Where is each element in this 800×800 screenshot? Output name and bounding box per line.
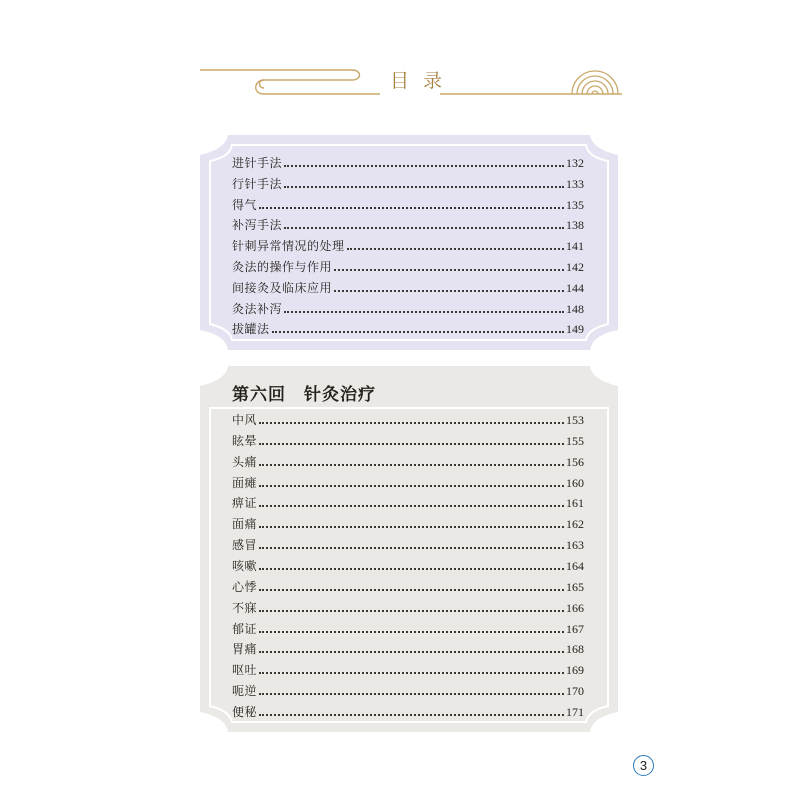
toc-entry[interactable] (232, 574, 584, 594)
toc-entry-page: 144 (566, 280, 584, 295)
toc-entry-label: 呕吐 (232, 663, 258, 678)
toc-entry-page: 169 (566, 663, 584, 678)
toc-entry-page: 132 (566, 156, 584, 170)
toc-entry-label: 补泻手法 (232, 218, 283, 233)
toc-entry-page: 163 (566, 538, 584, 553)
toc-entry[interactable] (232, 511, 584, 531)
dot-leader (272, 331, 564, 333)
toc-entry[interactable] (232, 407, 584, 427)
toc-section-2 (200, 366, 618, 732)
dot-leader (334, 290, 564, 292)
toc-entry-label: 胃痛 (232, 642, 258, 657)
toc-entry[interactable] (232, 254, 584, 274)
toc-entry-page: 162 (566, 517, 584, 532)
toc-entry-page: 148 (566, 301, 584, 316)
toc-entry-page: 135 (566, 197, 584, 212)
dot-leader (284, 311, 564, 313)
toc-entry-label: 呃逆 (232, 684, 258, 699)
toc-entry-page: 141 (566, 239, 584, 254)
toc-entry-page: 168 (566, 642, 584, 657)
toc-entry-page: 170 (566, 684, 584, 699)
toc-entry[interactable] (232, 636, 584, 656)
toc-entry[interactable] (232, 616, 584, 636)
dot-leader (259, 422, 564, 424)
toc-entry[interactable] (232, 449, 584, 469)
toc-entry[interactable] (232, 275, 584, 295)
toc-entry-page: 161 (566, 496, 584, 511)
toc-entry-label: 灸法的操作与作用 (232, 260, 333, 274)
toc-entry-page: 160 (566, 475, 584, 490)
wave-motif-icon (572, 71, 618, 94)
toc-entry-page: 155 (566, 433, 584, 448)
toc-entry[interactable] (232, 212, 584, 232)
dot-leader (334, 269, 564, 271)
toc-entry[interactable] (232, 490, 584, 510)
toc-entry-page: 153 (566, 413, 584, 427)
dot-leader (259, 505, 564, 507)
toc-entry-label: 面痛 (232, 517, 258, 532)
toc-entry[interactable] (232, 192, 584, 212)
toc-entry-label: 郁证 (232, 621, 258, 636)
dot-leader (259, 526, 564, 528)
dot-leader (284, 227, 564, 229)
dot-leader (347, 248, 564, 250)
page-number-badge: 3 (633, 755, 654, 776)
toc-entry-label: 拔罐法 (232, 322, 270, 337)
dot-leader (259, 568, 564, 570)
toc-entry-label: 得气 (232, 197, 258, 212)
header-ornament (0, 0, 800, 110)
toc-entry-page: 138 (566, 218, 584, 233)
dot-leader (259, 693, 564, 695)
toc-entry-label: 痹证 (232, 496, 258, 511)
toc-entry[interactable] (232, 150, 584, 170)
toc-entry-label: 咳嗽 (232, 558, 258, 573)
dot-leader (259, 485, 564, 487)
dot-leader (259, 464, 564, 466)
toc-entry-page: 171 (566, 704, 584, 719)
toc-entry[interactable] (232, 553, 584, 573)
page-header (0, 0, 800, 110)
toc-entry-label: 眩晕 (232, 433, 258, 448)
toc-entry-page: 149 (566, 322, 584, 337)
toc-entry-label: 针刺异常情况的处理 (232, 239, 345, 254)
toc-entry-page: 164 (566, 558, 584, 573)
dot-leader (259, 443, 564, 445)
toc-entry-label: 头痛 (232, 454, 258, 469)
toc-entry-label: 心悸 (232, 579, 258, 594)
toc-entry[interactable] (232, 657, 584, 677)
dot-leader (284, 186, 564, 188)
toc-entry-page: 165 (566, 579, 584, 594)
toc-section-1 (200, 135, 618, 350)
toc-entry[interactable] (232, 470, 584, 490)
dot-leader (259, 672, 564, 674)
toc-entry-label: 间接灸及临床应用 (232, 280, 333, 295)
toc-entry[interactable] (232, 678, 584, 698)
toc-entry[interactable] (232, 699, 584, 719)
toc-entry-label: 中风 (232, 413, 258, 427)
chapter-title: 第六回 针灸治疗 (232, 385, 376, 405)
toc-entry-label: 便秘 (232, 704, 258, 719)
toc-entry-label: 感冒 (232, 538, 258, 553)
dot-leader (259, 651, 564, 653)
dot-leader (259, 547, 564, 549)
toc-entry-label: 面瘫 (232, 475, 258, 490)
toc-entry[interactable] (232, 595, 584, 615)
toc-entry[interactable] (232, 428, 584, 448)
dot-leader (259, 610, 564, 612)
toc-entry-page: 133 (566, 176, 584, 191)
toc-entry[interactable] (232, 296, 584, 316)
dot-leader (284, 165, 564, 167)
dot-leader (259, 631, 564, 633)
toc-entry[interactable] (232, 532, 584, 552)
dot-leader (259, 589, 564, 591)
dot-leader (259, 714, 564, 716)
toc-entry-label: 进针手法 (232, 156, 283, 170)
toc-entry[interactable] (232, 233, 584, 253)
toc-entry[interactable] (232, 171, 584, 191)
toc-entry-page: 142 (566, 260, 584, 274)
dot-leader (259, 207, 564, 209)
toc-entry-label: 灸法补泻 (232, 301, 283, 316)
toc-entry-label: 行针手法 (232, 176, 283, 191)
toc-entry-label: 不寐 (232, 600, 258, 615)
toc-entry-page: 167 (566, 621, 584, 636)
page-title: 目录 (390, 70, 457, 92)
toc-entry[interactable] (232, 316, 584, 336)
toc-entry-page: 166 (566, 600, 584, 615)
toc-entry-page: 156 (566, 454, 584, 469)
